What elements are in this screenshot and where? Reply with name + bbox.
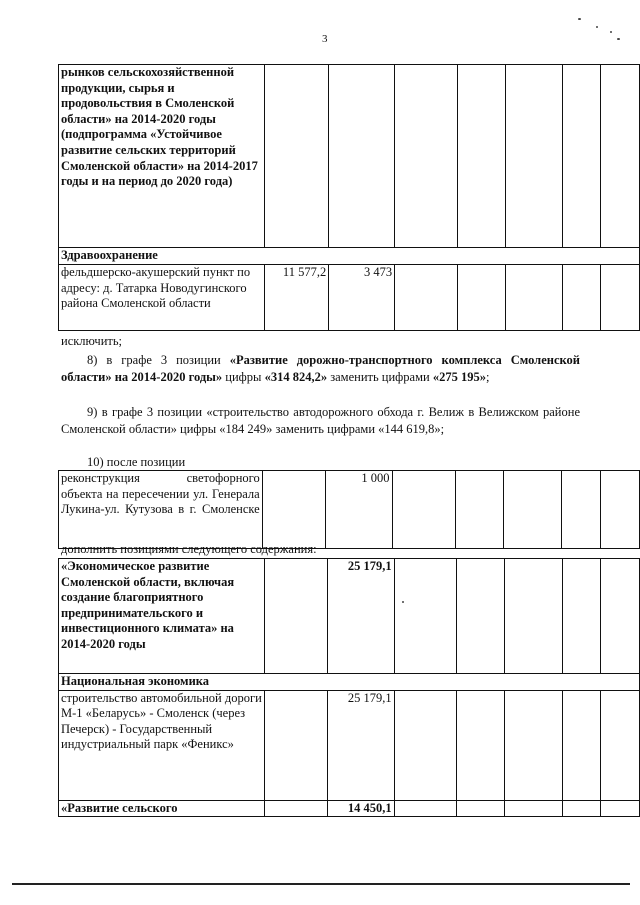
item-8-part: 8) в графе 3 позиции — [87, 353, 230, 367]
item-8 — [61, 352, 580, 386]
item-8-part: заменить цифрами — [327, 370, 433, 384]
row-name: «Экономическое развитие Смоленской области, включая создание благоприятного предпринимательского и инвестиционного климата» на 2014-2020 годы — [59, 559, 265, 674]
budget-table-bottom — [58, 558, 640, 817]
bottom-rule — [12, 883, 630, 885]
col3-value — [329, 65, 395, 248]
budget-table-top — [58, 64, 640, 331]
item-9: 9) в графе 3 позиции «строительство автодорожного обхода г. Велиж в Велижском районе Смоленской области» цифры «184 249» заменить цифрами «144 619,8»; — [61, 405, 580, 436]
table-row — [59, 248, 640, 265]
scan-speck — [610, 31, 612, 33]
row-name: фельдшерско-акушерский пункт по адресу: д. Татарка Новодугинского района Смоленской области — [59, 265, 265, 331]
item-10: 10) после позиции — [87, 455, 186, 469]
item-8-new-value: «275 195» — [432, 370, 486, 384]
col3-value: 1 000 — [326, 471, 392, 549]
row-name: «Развитие сельского — [59, 800, 265, 817]
item-8-part: цифры — [222, 370, 265, 384]
col3-value: 25 179,1 — [327, 690, 394, 800]
row-name — [59, 471, 263, 549]
table-row — [59, 674, 640, 691]
scan-speck — [402, 601, 404, 603]
row-name: строительство автомобильной дороги М-1 «Беларусь» - Смоленск (через Печерск) - Государственный индустриальный парк «Феникс» — [59, 690, 265, 800]
item-8-old-value: «314 824,2» — [264, 370, 328, 384]
row-name-text: реконструкция светофорного объекта на пересечении ул. Генерала Лукина-ул. Кутузова в г. Смоленске — [61, 471, 260, 517]
section-heading: Национальная экономика — [59, 674, 265, 691]
table-row — [59, 800, 640, 817]
section-heading: Здравоохранение — [59, 248, 265, 265]
scan-speck — [596, 26, 598, 28]
table-row — [59, 265, 640, 331]
page-number: 3 — [322, 33, 328, 45]
col2-value — [264, 65, 329, 248]
item-8-program: «Развитие дорожно-транспортного комплекса Смоленской области» на 2014-2020 годы» — [61, 353, 580, 384]
col3-value: 25 179,1 — [327, 559, 394, 674]
scan-speck — [578, 18, 581, 20]
supplement-text: дополнить позициями следующего содержания: — [61, 542, 317, 556]
item-8-part: ; — [485, 370, 490, 384]
col2-value: 11 577,2 — [264, 265, 329, 331]
exclude-text: исключить; — [61, 334, 123, 348]
row-name: рынков сельскохозяйственной продукции, сырья и продовольствия в Смоленской области» на 2014-2020 годы (подпрограмма «Устойчивое развитие сельских территорий Смоленской области» на 2014-2017 годы и на период до 2020 года) — [59, 65, 265, 248]
budget-table-middle — [58, 470, 640, 549]
table-row — [59, 559, 640, 674]
scan-speck — [617, 38, 620, 40]
col3-value: 14 450,1 — [327, 800, 394, 817]
table-row — [59, 65, 640, 248]
table-row — [59, 471, 640, 549]
col3-value: 3 473 — [329, 265, 395, 331]
table-row — [59, 690, 640, 800]
